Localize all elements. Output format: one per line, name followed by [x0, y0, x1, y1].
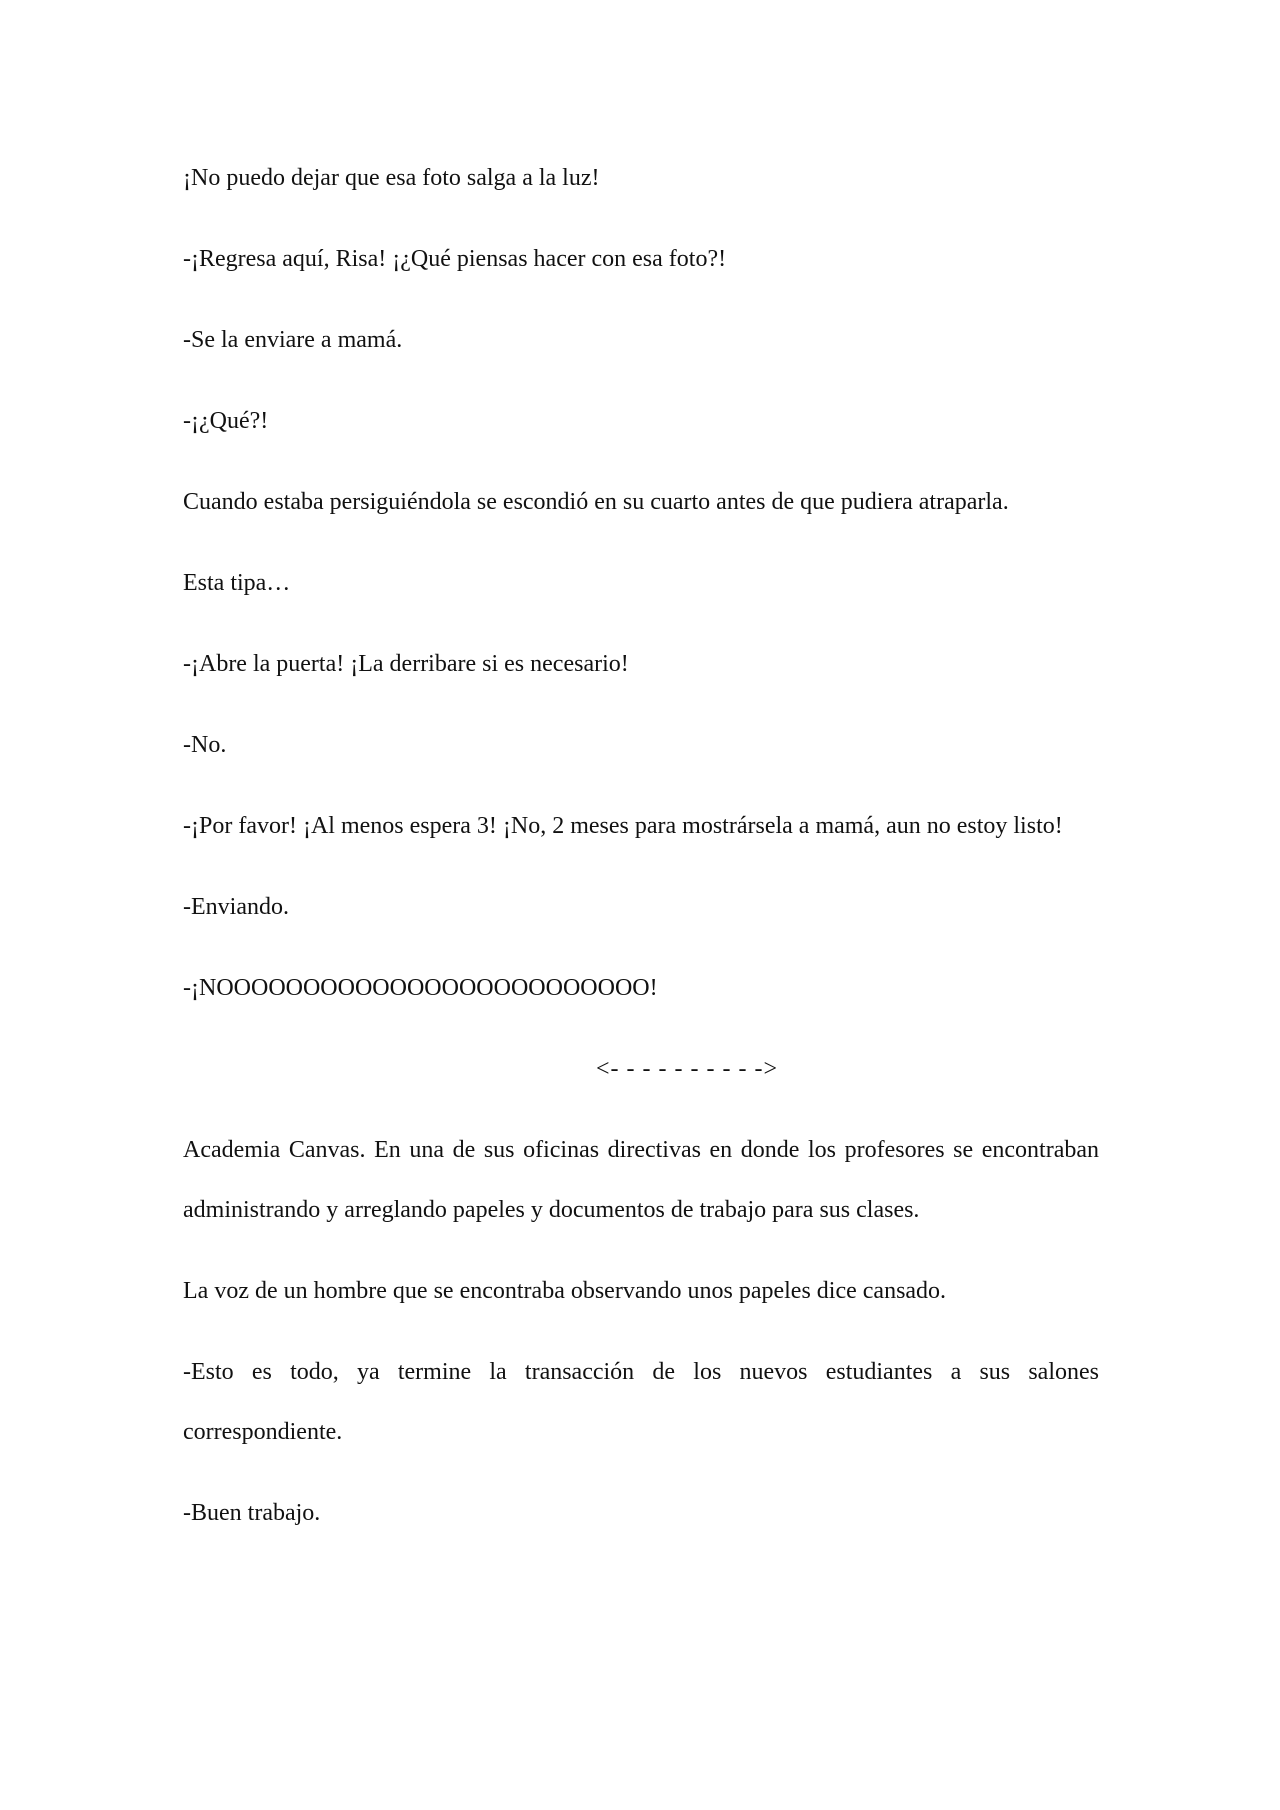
paragraph: Esta tipa…	[183, 570, 291, 596]
paragraph: La voz de un hombre que se encontraba observando unos papeles dice cansado.	[183, 1278, 947, 1304]
dialogue-line: -¡¿Qué?!	[183, 408, 269, 434]
dialogue-line: -Esto es todo, ya termine la transacción de los nuevos estudiantes a sus salones correspondiente.	[183, 1359, 1099, 1445]
body-text	[183, 148, 1099, 1564]
dialogue-line: -¡Abre la puerta! ¡La derribare si es necesario!	[183, 651, 629, 677]
dialogue-line: -Buen trabajo.	[183, 1500, 321, 1526]
dialogue-line: -¡Regresa aquí, Risa! ¡¿Qué piensas hacer con esa foto?!	[183, 246, 727, 272]
dialogue-line: -Se la enviare a mamá.	[183, 327, 403, 353]
dialogue-line: -No.	[183, 732, 227, 758]
dialogue-line: -¡Por favor! ¡Al menos espera 3! ¡No, 2 meses para mostrársela a mamá, aun no estoy listo!	[183, 813, 1063, 839]
paragraph: ¡No puedo dejar que esa foto salga a la luz!	[183, 165, 600, 191]
paragraph: Academia Canvas. En una de sus oficinas directivas en donde los profesores se encontraban administrando y arreglando papeles y documentos de trabajo para sus clases.	[183, 1137, 1099, 1223]
dialogue-line: -Enviando.	[183, 894, 289, 920]
paragraph: Cuando estaba persiguiéndola se escondió en su cuarto antes de que pudiera atraparla.	[183, 489, 1009, 515]
dialogue-line: -¡NOOOOOOOOOOOOOOOOOOOOOOOOO!	[183, 975, 658, 1001]
scene-separator: <- - - - - - - - - ->	[596, 1056, 778, 1082]
